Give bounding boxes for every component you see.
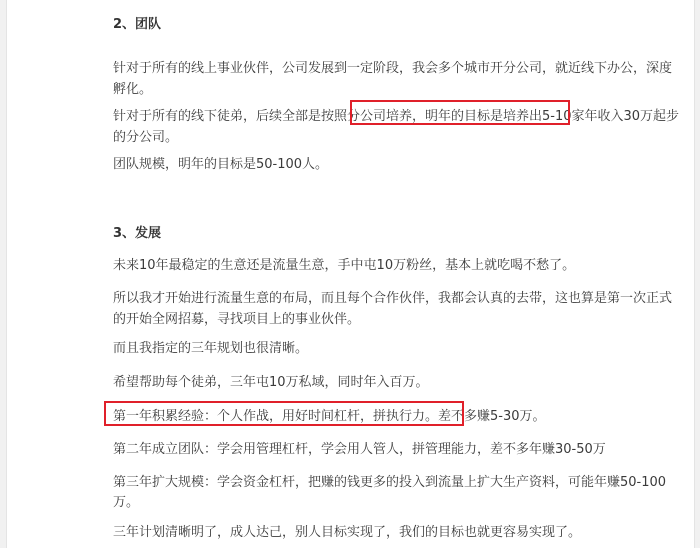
paragraph-line: 第三年扩大规模：学会资金杠杆，把赚的钱更多的投入到流量上扩大生产资料，可能年赚50-100 [113, 475, 667, 490]
highlighted-text: 第一年积累经验：个人作战，用好时间杠杆，拼执行力。差不多赚5-30万。 [113, 409, 546, 424]
section-heading-development: 3、发展 [113, 226, 162, 241]
highlighted-text: 明年的目标是培养出5-10家年收入30万起步 [425, 109, 680, 124]
paragraph-line: 第二年成立团队：学会用管理杠杆，学会用人管人，拼管理能力，差不多年赚30-50万 [113, 442, 606, 457]
section-heading-team: 2、团队 [113, 17, 162, 32]
paragraph-line: 的分公司。 [113, 130, 179, 145]
left-border [0, 0, 7, 548]
paragraph-line: 而且我指定的三年规划也很清晰。 [113, 341, 309, 356]
paragraph-line: 未来10年最稳定的生意还是流量生意，手中屯10万粉丝，基本上就吃喝不愁了。 [113, 258, 576, 273]
paragraph-line: 所以我才开始进行流量生意的布局，而且每个合作伙伴，我都会认真的去带，这也算是第一次正式 [113, 291, 673, 306]
paragraph-line: 希望帮助每个徒弟，三年屯10万私域，同时年入百万。 [113, 375, 429, 390]
paragraph-line: 万。 [113, 495, 140, 510]
paragraph-line: 孵化。 [113, 82, 153, 97]
paragraph-text: 针对于所有的线下徒弟，后续全部是按照分公司培养， [113, 109, 426, 124]
paragraph-line: 团队规模，明年的目标是50-100人。 [113, 157, 329, 172]
paragraph-line: 针对于所有的线上事业伙伴，公司发展到一定阶段，我会多个城市开分公司，就近线下办公，深度 [113, 61, 673, 76]
highlight-box [104, 401, 464, 426]
paragraph-line: 三年计划清晰明了，成人达己，别人目标实现了，我们的目标也就更容易实现了。 [113, 525, 582, 540]
paragraph-line: 的开始全网招募，寻找项目上的事业伙伴。 [113, 312, 361, 327]
highlight-box [350, 100, 570, 125]
right-border [694, 0, 700, 548]
